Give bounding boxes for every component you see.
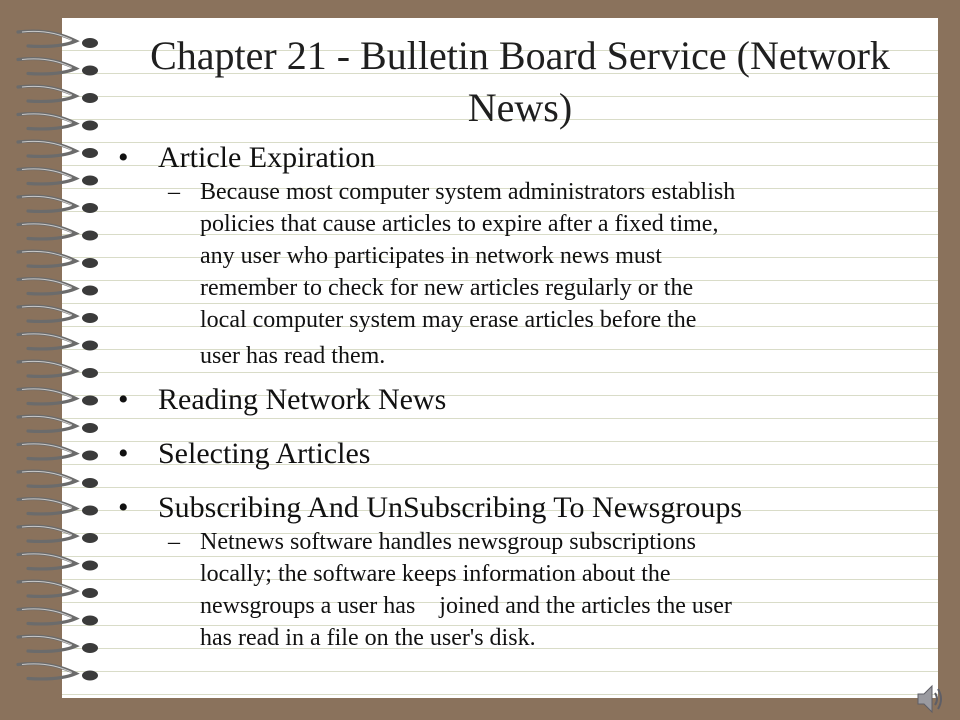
sub-line: locally; the software keeps information about the <box>200 561 671 587</box>
sub-dash: – <box>168 529 180 555</box>
sub-line: any user who participates in network news must <box>200 243 662 269</box>
spiral-ring <box>18 361 98 378</box>
spiral-ring <box>18 444 98 461</box>
sub-line: has read in a file on the user's disk. <box>200 625 536 651</box>
sub-line: newsgroups a user has joined and the articles the user <box>200 593 732 619</box>
spiral-ring <box>18 526 98 543</box>
sub-line: Netnews software handles newsgroup subscriptions <box>200 529 696 555</box>
bullet-selecting-articles <box>118 436 370 472</box>
sub-dash: – <box>168 179 180 205</box>
sub-line: user has read them. <box>200 343 386 369</box>
bullet-dot: • <box>118 437 129 470</box>
spiral-ring <box>18 31 98 48</box>
spiral-ring <box>18 86 98 103</box>
notebook-spiral-rings-icon <box>0 0 110 720</box>
bullet-dot: • <box>118 491 129 524</box>
speaker-icon[interactable] <box>916 682 944 716</box>
bullet-subscribing <box>118 490 742 526</box>
bullet-reading-network-news <box>118 382 446 418</box>
bullet-label: Article Expiration <box>158 141 376 174</box>
sub-line: policies that cause articles to expire after a fixed time, <box>200 211 719 237</box>
bullet-dot: • <box>118 383 129 416</box>
sub-point-article-expiration <box>168 176 928 372</box>
spiral-ring <box>18 609 98 626</box>
bullet-article-expiration <box>118 140 375 176</box>
spiral-ring <box>18 664 98 681</box>
bullet-dot: • <box>118 141 129 174</box>
spiral-ring <box>18 554 98 571</box>
spiral-ring <box>18 416 98 433</box>
spiral-ring <box>18 279 98 296</box>
spiral-ring <box>18 306 98 323</box>
spiral-ring <box>18 334 98 351</box>
slide-title: Chapter 21 - Bulletin Board Service (Network News) <box>150 33 890 130</box>
spiral-ring <box>18 636 98 653</box>
spiral-ring <box>18 251 98 268</box>
spiral-ring <box>18 114 98 131</box>
spiral-ring <box>18 141 98 158</box>
spiral-ring <box>18 499 98 516</box>
sub-point-subscribing <box>168 526 928 654</box>
spiral-ring <box>18 389 98 406</box>
sub-line: Because most computer system administrators establish <box>200 179 736 205</box>
bullet-label: Subscribing And UnSubscribing To Newsgroups <box>158 491 743 524</box>
spiral-ring <box>18 581 98 598</box>
spiral-ring <box>18 224 98 241</box>
spiral-ring <box>18 196 98 213</box>
spiral-ring <box>18 59 98 76</box>
bullet-label: Reading Network News <box>158 383 447 416</box>
sub-line: local computer system may erase articles before the <box>200 307 697 333</box>
spiral-ring <box>18 471 98 488</box>
bullet-label: Selecting Articles <box>158 437 371 470</box>
sub-line: remember to check for new articles regularly or the <box>200 275 694 301</box>
spiral-ring <box>18 169 98 186</box>
